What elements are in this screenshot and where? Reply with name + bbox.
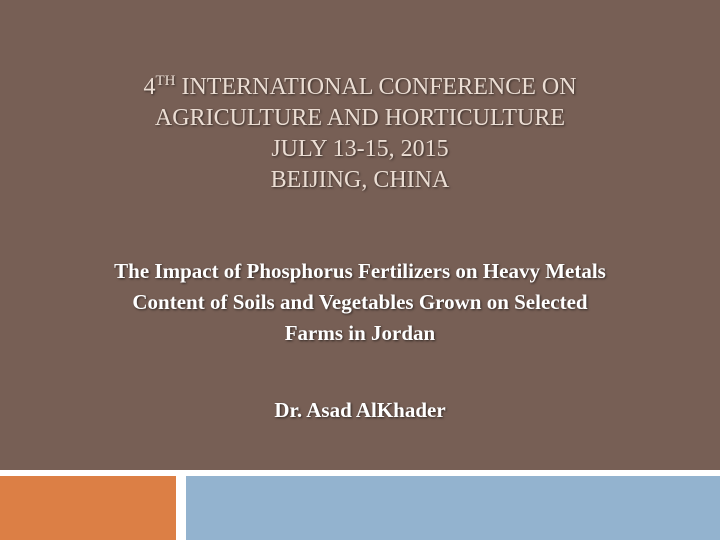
presentation-title-line-1: The Impact of Phosphorus Fertilizers on Heavy Metals — [114, 259, 606, 283]
conference-title-line-2: AGRICULTURE AND HORTICULTURE — [154, 105, 566, 131]
presentation-title-line-3: Farms in Jordan — [284, 321, 436, 345]
orange-accent-bar — [0, 476, 176, 540]
conference-title-line-1 — [0, 72, 720, 103]
author-name: Dr. Asad AlKhader — [274, 398, 446, 422]
ordinal-suffix: TH — [155, 73, 176, 89]
presentation-title-line-2: Content of Soils and Vegetables Grown on Selected — [132, 290, 588, 314]
conference-dates: JULY 13-15, 2015 — [271, 136, 449, 162]
presentation-title — [30, 256, 690, 349]
conference-location: BEIJING, CHINA — [270, 167, 450, 193]
blue-accent-bar — [186, 476, 720, 540]
conference-title — [0, 72, 720, 196]
conference-number: 4 — [143, 74, 156, 100]
conference-title-line-1-text: INTERNATIONAL CONFERENCE ON — [175, 74, 577, 100]
